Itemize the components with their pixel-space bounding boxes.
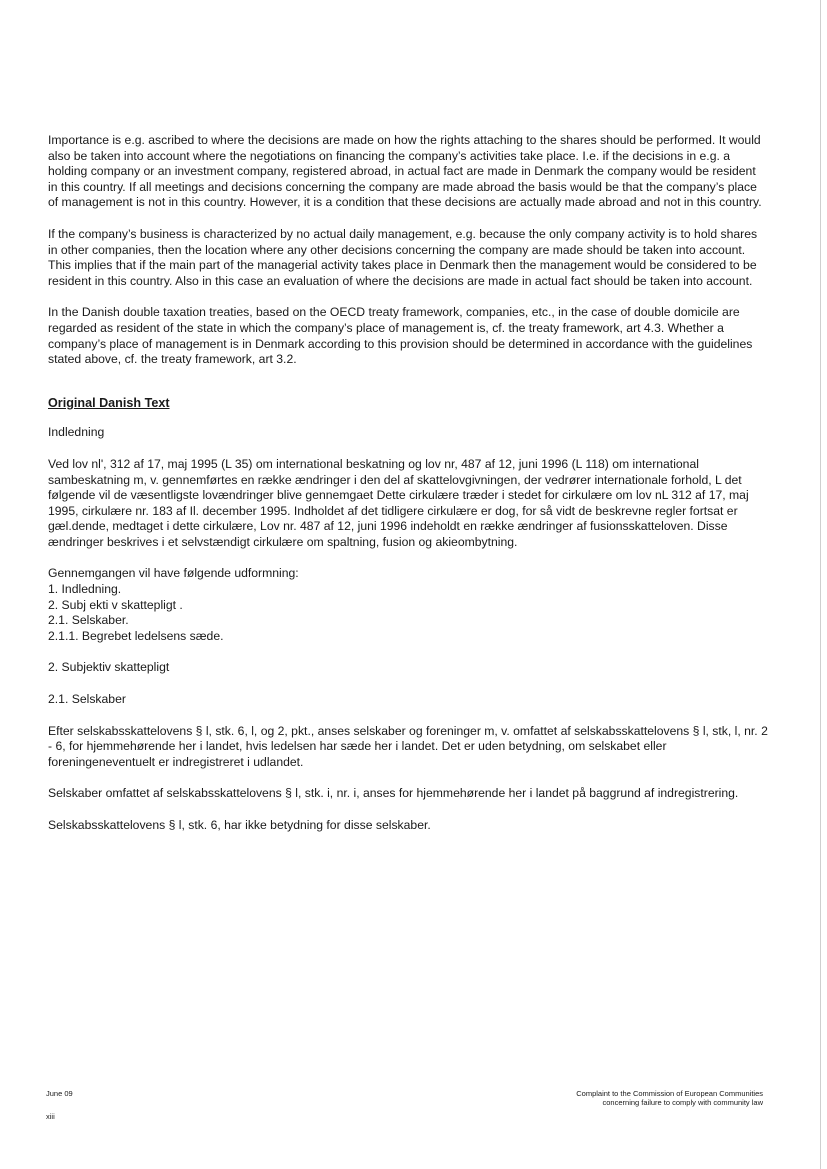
footer-title-line-2: concerning failure to comply with community law [602,1098,763,1107]
subheading-subjective-tax: 2. Subjektiv skattepligt [48,660,170,675]
outline-intro: Gennemgangen vil have følgende udformning: [48,566,299,581]
page-number: xiii [46,1112,55,1121]
outline-item: 2.1. Selskaber. [48,613,129,628]
footer-left [46,1089,73,1122]
english-paragraph: If the company’s business is characterized by no actual daily management, e.g. because the only company activity is to hold shares in other companies, then the location where any other decisions concerning the company are made should be taken into account. This implies that if the main part of the managerial activity takes place in Denmark then the management would be considered to be resident in this country. Also in this case an evaluation of where the decisions are made in actual fact should be taken into account. [48,226,758,288]
danish-paragraph: Selskaber omfattet af selskabsskattelovens § l, stk. i, nr. i, anses for hjemmehørende her i landet på baggrund af indregistrering. [48,786,739,801]
outline-list [48,582,768,644]
subheading-companies: 2.1. Selskaber [48,692,126,707]
outline-item: 2.1.1. Begrebet ledelsens sæde. [48,628,224,643]
english-paragraph: Importance is e.g. ascribed to where the decisions are made on how the rights attaching to the shares should be performed. It would also be taken into account where the negotiations on financing the company’s activities take place. I.e. if the decisions in e.g. a holding company or an investment company, registered abroad, in actual fact are made in Denmark the company would be resident in this country. If all meetings and decisions concerning the company are made abroad the basis would be that the company’s place of management is not in this country. However, it is a condition that these decisions are actually made abroad and not in this country. [48,133,762,210]
document-body [48,133,768,850]
danish-paragraph: Selskabsskattelovens § l, stk. 6, har ikke betydning for disse selskaber. [48,818,431,832]
outline-item: 2. Subj ekti v skattepligt . [48,597,183,612]
danish-intro-title: Indledning [48,425,105,440]
danish-paragraph: Efter selskabsskattelovens § l, stk. 6, l, og 2, pkt., anses selskaber og foreninger m, v. omfattet af selskabsskattelovens § l, stk, l, nr. 2 - 6, for hjemmehørende her i landet, hvis ledelsen har sæde her i landet. Det er uden betydning, om selskabet eller foreningeneventuelt er indregistreret i udlandet. [48,723,768,769]
danish-intro-paragraph: Ved lov nl', 312 af 17, maj 1995 (L 35) om international beskatning og lov nr, 487 af 12, juni 1996 (L 118) om international sambeskatning m, v. gennemførtes en række ændringer i den del af skattelovgivningen, der vedrører internationale forhold, L det følgende vil de væsentligste lovændringer blive gennemgaet Dette cirkulære træder i stedet for cirkulære om lov nL 312 af 17, maj 1995, cirkulære nr. 183 af Il. december 1995. Indholdet af det tidligere cirkulære er dog, for så vidt de beskrevne regler fortsat er gæl.dende, medtaget i dette cirkulære, Lov nr. 487 af 12, juni 1996 indeholdt en række ændringer af fusionsskatteloven. Disse ændringer beskrives i et selvstændigt cirkulære om spaltning, fusion og akieombytning. [48,456,749,549]
english-paragraph: In the Danish double taxation treaties, based on the OECD treaty framework, companies, etc., in the case of double domicile are regarded as resident of the state in which the company’s place of management is, cf. the treaty framework, art 4.3. Whether a company’s place of management is in Denmark according to this provision should be determined in accordance with the guidelines stated above, cf. the treaty framework, art 3.2. [48,305,753,367]
section-heading: Original Danish Text [48,395,170,410]
footer-title-line-1: Complaint to the Commission of European Communities [576,1089,763,1098]
footer-date: June 09 [46,1089,73,1098]
page-edge-line [820,0,821,1169]
outline-item: 1. Indledning. [48,582,122,597]
footer-right [576,1089,763,1107]
